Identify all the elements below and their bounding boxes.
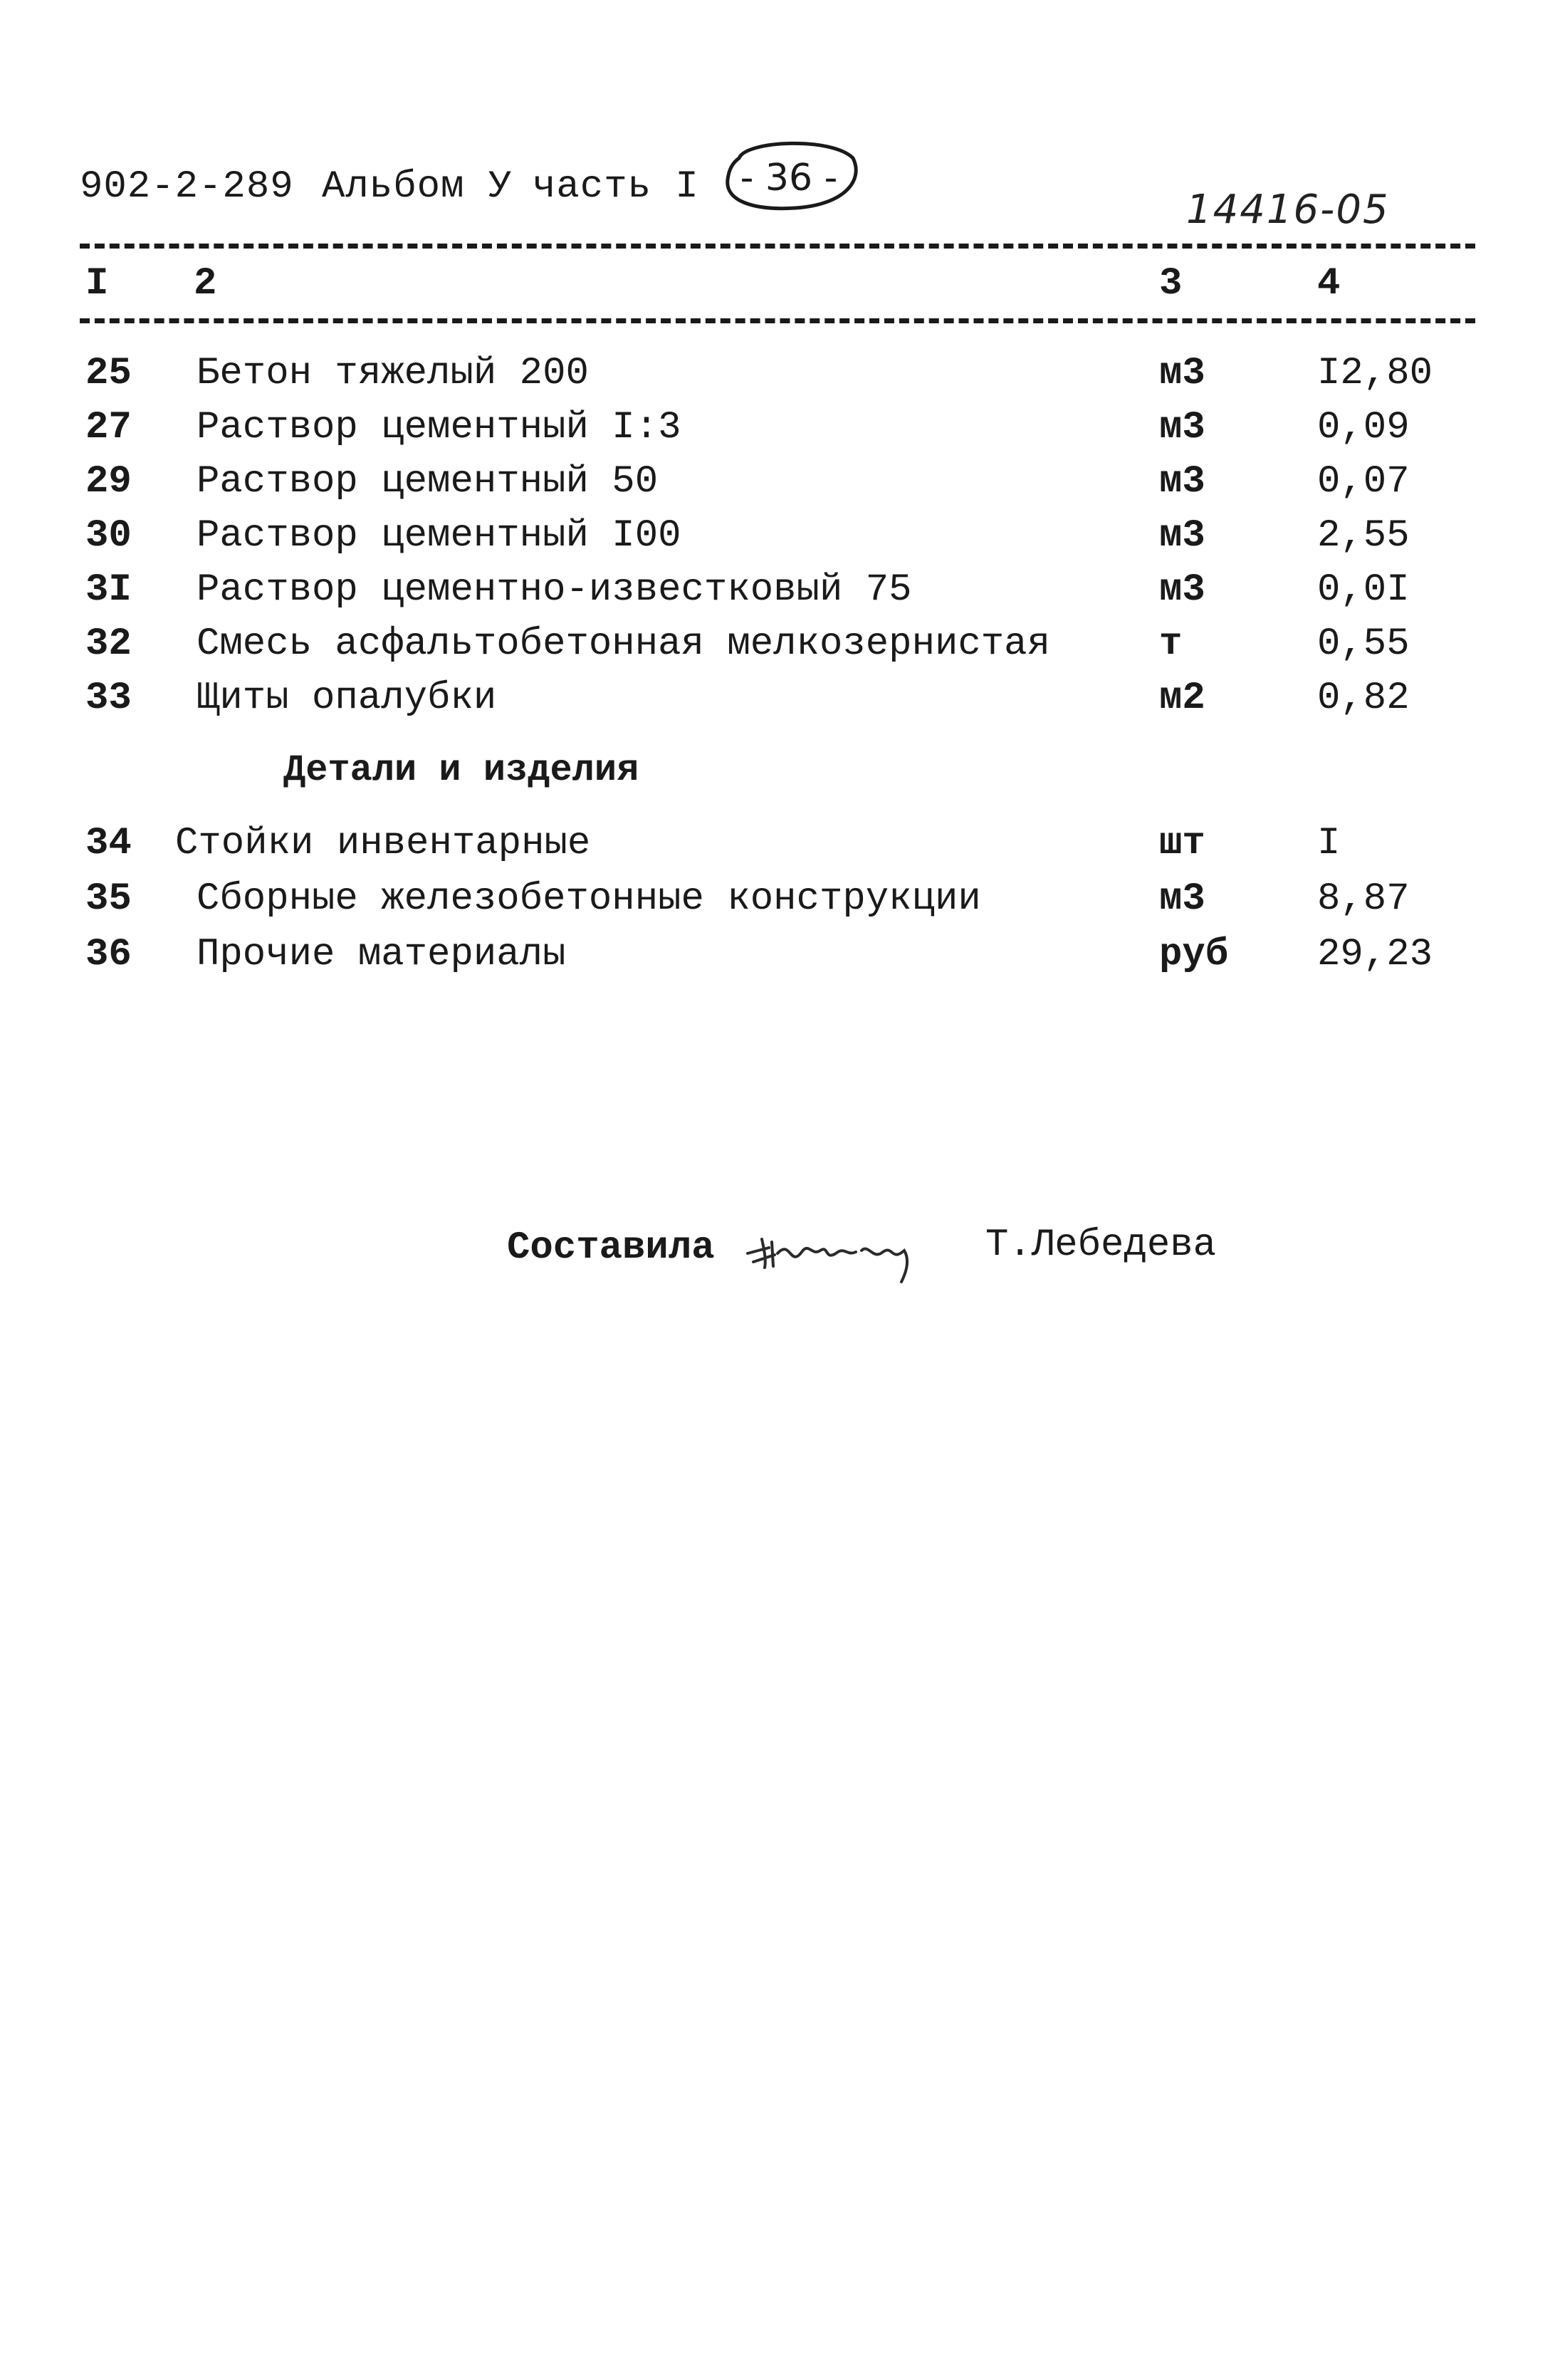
row-number: 34 [85, 822, 132, 865]
column-heading-2: 2 [194, 262, 217, 306]
row-unit: шт [1159, 822, 1205, 865]
row-unit: м3 [1159, 460, 1205, 503]
header-divider-bottom [80, 318, 1475, 323]
page-number: - 36 - [740, 157, 838, 199]
row-quantity: 0,09 [1317, 406, 1410, 449]
row-name: Раствор цементный I00 [197, 514, 681, 558]
row-name: Сборные железобетонные конструкции [197, 877, 981, 921]
section-title: Детали и изделия [283, 749, 639, 791]
row-name: Стойки инвентарные [175, 822, 591, 865]
row-quantity: I2,80 [1317, 352, 1433, 395]
column-heading-4: 4 [1317, 262, 1341, 306]
row-quantity: 29,23 [1317, 933, 1433, 976]
column-heading-3: 3 [1159, 262, 1183, 306]
row-unit: т [1159, 622, 1183, 666]
row-quantity: 0,55 [1317, 622, 1410, 666]
row-name: Раствор цементный I:3 [197, 406, 681, 449]
page-number-stamp [718, 137, 860, 215]
row-quantity: 0,82 [1317, 677, 1410, 720]
album-label: Альбом У [322, 165, 513, 209]
row-number: 35 [85, 877, 132, 921]
row-number: 25 [85, 352, 132, 395]
row-name: Прочие материалы [197, 933, 566, 976]
row-unit: м3 [1159, 877, 1205, 921]
handwritten-reference: 14416-05 [1186, 187, 1390, 233]
row-unit: м3 [1159, 514, 1205, 558]
row-quantity: 0,07 [1317, 460, 1410, 503]
row-quantity: 8,87 [1317, 877, 1410, 921]
signature-label: Составила [507, 1226, 715, 1270]
row-quantity: 2,55 [1317, 514, 1410, 558]
header-divider-top [80, 244, 1475, 249]
row-number: 33 [85, 677, 132, 720]
row-name: Раствор цементный 50 [197, 460, 659, 503]
row-unit: м3 [1159, 352, 1205, 395]
handwritten-signature [740, 1211, 954, 1289]
row-number: 3I [85, 568, 132, 612]
document-code: 902-2-289 [80, 165, 294, 209]
row-unit: руб [1159, 933, 1229, 976]
row-name: Щиты опалубки [197, 677, 497, 720]
row-number: 29 [85, 460, 132, 503]
row-quantity: I [1317, 822, 1341, 865]
row-number: 27 [85, 406, 132, 449]
part-label: часть I [533, 165, 699, 209]
row-name: Смесь асфальтобетонная мелкозернистая [197, 622, 1050, 666]
row-name: Раствор цементно-известковый 75 [197, 568, 912, 612]
row-name: Бетон тяжелый 200 [197, 352, 589, 395]
column-heading-1: I [85, 262, 109, 306]
row-unit: м2 [1159, 677, 1205, 720]
signatory-name: Т.Лебедева [985, 1223, 1217, 1267]
row-quantity: 0,0I [1317, 568, 1410, 612]
row-unit: м3 [1159, 568, 1205, 612]
row-unit: м3 [1159, 406, 1205, 449]
signature-scribble-icon [740, 1211, 954, 1289]
row-number: 36 [85, 933, 132, 976]
row-number: 30 [85, 514, 132, 558]
row-number: 32 [85, 622, 132, 666]
